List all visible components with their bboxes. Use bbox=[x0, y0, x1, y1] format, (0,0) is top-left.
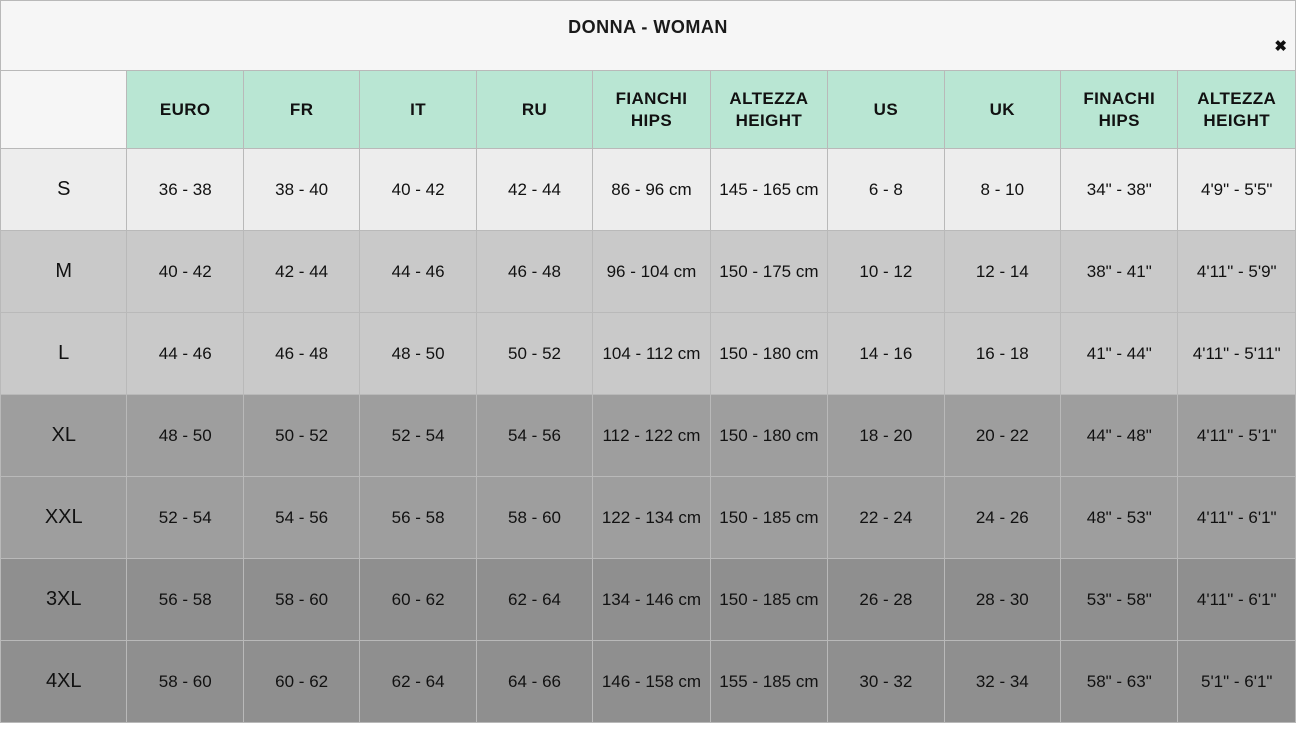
table-cell: 64 - 66 bbox=[476, 641, 592, 723]
table-cell: 58 - 60 bbox=[127, 641, 243, 723]
column-header-it bbox=[360, 71, 476, 149]
table-cell: 22 - 24 bbox=[828, 477, 944, 559]
size-chart-table bbox=[0, 70, 1296, 723]
table-cell: 48 - 50 bbox=[360, 313, 476, 395]
table-cell: 24 - 26 bbox=[944, 477, 1060, 559]
size-label-cell: 3XL bbox=[1, 559, 127, 641]
header-line-1: FR bbox=[289, 99, 314, 119]
table-cell: 32 - 34 bbox=[944, 641, 1060, 723]
table-cell: 150 - 185 cm bbox=[710, 559, 827, 641]
table-cell: 36 - 38 bbox=[127, 149, 243, 231]
column-header-fr bbox=[243, 71, 359, 149]
table-cell: 16 - 18 bbox=[944, 313, 1060, 395]
table-cell: 150 - 180 cm bbox=[710, 313, 827, 395]
header-line-2: HIPS bbox=[630, 110, 673, 130]
table-cell: 20 - 22 bbox=[944, 395, 1060, 477]
column-header-height-in bbox=[1178, 71, 1296, 149]
table-cell: 4'9" - 5'5" bbox=[1178, 149, 1296, 231]
table-cell: 150 - 175 cm bbox=[710, 231, 827, 313]
table-corner-cell bbox=[1, 71, 127, 149]
table-cell: 56 - 58 bbox=[360, 477, 476, 559]
header-line-1: RU bbox=[521, 99, 548, 119]
table-cell: 56 - 58 bbox=[127, 559, 243, 641]
size-label-cell: 4XL bbox=[1, 641, 127, 723]
column-header-hips-cm bbox=[593, 71, 710, 149]
table-cell: 10 - 12 bbox=[828, 231, 944, 313]
page-title: DONNA - WOMAN bbox=[568, 17, 728, 37]
size-label-cell: M bbox=[1, 231, 127, 313]
table-cell: 54 - 56 bbox=[243, 477, 359, 559]
table-cell: 62 - 64 bbox=[476, 559, 592, 641]
size-label-cell: L bbox=[1, 313, 127, 395]
table-cell: 150 - 185 cm bbox=[710, 477, 827, 559]
table-cell: 4'11" - 6'1" bbox=[1178, 559, 1296, 641]
header-line-2: HEIGHT bbox=[1203, 110, 1271, 130]
table-cell: 5'1" - 6'1" bbox=[1178, 641, 1296, 723]
header-line-1: UK bbox=[989, 99, 1015, 119]
table-cell: 34" - 38" bbox=[1061, 149, 1178, 231]
table-row bbox=[1, 641, 1296, 723]
table-cell: 155 - 185 cm bbox=[710, 641, 827, 723]
title-bar bbox=[0, 0, 1296, 70]
table-row bbox=[1, 395, 1296, 477]
table-cell: 46 - 48 bbox=[243, 313, 359, 395]
table-cell: 54 - 56 bbox=[476, 395, 592, 477]
column-header-uk bbox=[944, 71, 1060, 149]
table-row bbox=[1, 313, 1296, 395]
table-cell: 30 - 32 bbox=[828, 641, 944, 723]
table-cell: 112 - 122 cm bbox=[593, 395, 710, 477]
table-cell: 60 - 62 bbox=[243, 641, 359, 723]
table-cell: 146 - 158 cm bbox=[593, 641, 710, 723]
table-cell: 8 - 10 bbox=[944, 149, 1060, 231]
column-header-height-cm bbox=[710, 71, 827, 149]
table-cell: 38" - 41" bbox=[1061, 231, 1178, 313]
size-label-cell: XXL bbox=[1, 477, 127, 559]
table-cell: 122 - 134 cm bbox=[593, 477, 710, 559]
table-cell: 58 - 60 bbox=[243, 559, 359, 641]
table-cell: 4'11" - 6'1" bbox=[1178, 477, 1296, 559]
size-label-cell: XL bbox=[1, 395, 127, 477]
table-cell: 86 - 96 cm bbox=[593, 149, 710, 231]
table-cell: 40 - 42 bbox=[360, 149, 476, 231]
header-line-1: US bbox=[873, 99, 899, 119]
table-cell: 48" - 53" bbox=[1061, 477, 1178, 559]
header-line-2: HEIGHT bbox=[735, 110, 803, 130]
table-row bbox=[1, 149, 1296, 231]
table-cell: 44 - 46 bbox=[127, 313, 243, 395]
table-cell: 50 - 52 bbox=[243, 395, 359, 477]
table-cell: 12 - 14 bbox=[944, 231, 1060, 313]
column-header-us bbox=[828, 71, 944, 149]
table-cell: 58 - 60 bbox=[476, 477, 592, 559]
close-icon[interactable]: ✖ bbox=[1274, 38, 1287, 55]
table-cell: 41" - 44" bbox=[1061, 313, 1178, 395]
table-header bbox=[1, 71, 1296, 149]
table-cell: 150 - 180 cm bbox=[710, 395, 827, 477]
table-cell: 50 - 52 bbox=[476, 313, 592, 395]
table-cell: 4'11" - 5'1" bbox=[1178, 395, 1296, 477]
table-cell: 6 - 8 bbox=[828, 149, 944, 231]
table-cell: 48 - 50 bbox=[127, 395, 243, 477]
table-cell: 18 - 20 bbox=[828, 395, 944, 477]
table-cell: 134 - 146 cm bbox=[593, 559, 710, 641]
table-body bbox=[1, 149, 1296, 723]
table-cell: 52 - 54 bbox=[360, 395, 476, 477]
column-header-hips-in bbox=[1061, 71, 1178, 149]
table-cell: 145 - 165 cm bbox=[710, 149, 827, 231]
table-cell: 53" - 58" bbox=[1061, 559, 1178, 641]
header-line-1: EURO bbox=[159, 99, 211, 119]
table-cell: 44 - 46 bbox=[360, 231, 476, 313]
table-cell: 44" - 48" bbox=[1061, 395, 1178, 477]
table-cell: 38 - 40 bbox=[243, 149, 359, 231]
header-line-1: ALTEZZA bbox=[729, 89, 809, 109]
table-cell: 58" - 63" bbox=[1061, 641, 1178, 723]
column-header-ru bbox=[476, 71, 592, 149]
header-line-1: IT bbox=[410, 99, 427, 119]
table-cell: 42 - 44 bbox=[243, 231, 359, 313]
table-cell: 96 - 104 cm bbox=[593, 231, 710, 313]
table-cell: 62 - 64 bbox=[360, 641, 476, 723]
table-cell: 60 - 62 bbox=[360, 559, 476, 641]
header-line-2: HIPS bbox=[1098, 110, 1140, 130]
table-row bbox=[1, 477, 1296, 559]
table-cell: 46 - 48 bbox=[476, 231, 592, 313]
header-line-1: FIANCHI bbox=[615, 89, 688, 109]
table-cell: 42 - 44 bbox=[476, 149, 592, 231]
table-cell: 4'11" - 5'11" bbox=[1178, 313, 1296, 395]
table-cell: 4'11" - 5'9" bbox=[1178, 231, 1296, 313]
table-cell: 26 - 28 bbox=[828, 559, 944, 641]
table-cell: 104 - 112 cm bbox=[593, 313, 710, 395]
table-cell: 52 - 54 bbox=[127, 477, 243, 559]
table-cell: 14 - 16 bbox=[828, 313, 944, 395]
table-header-row bbox=[1, 71, 1296, 149]
header-line-1: ALTEZZA bbox=[1197, 89, 1277, 109]
table-row bbox=[1, 231, 1296, 313]
table-cell: 40 - 42 bbox=[127, 231, 243, 313]
size-label-cell: S bbox=[1, 149, 127, 231]
header-line-1: FINACHI bbox=[1083, 89, 1156, 109]
table-row bbox=[1, 559, 1296, 641]
table-cell: 28 - 30 bbox=[944, 559, 1060, 641]
column-header-euro bbox=[127, 71, 243, 149]
